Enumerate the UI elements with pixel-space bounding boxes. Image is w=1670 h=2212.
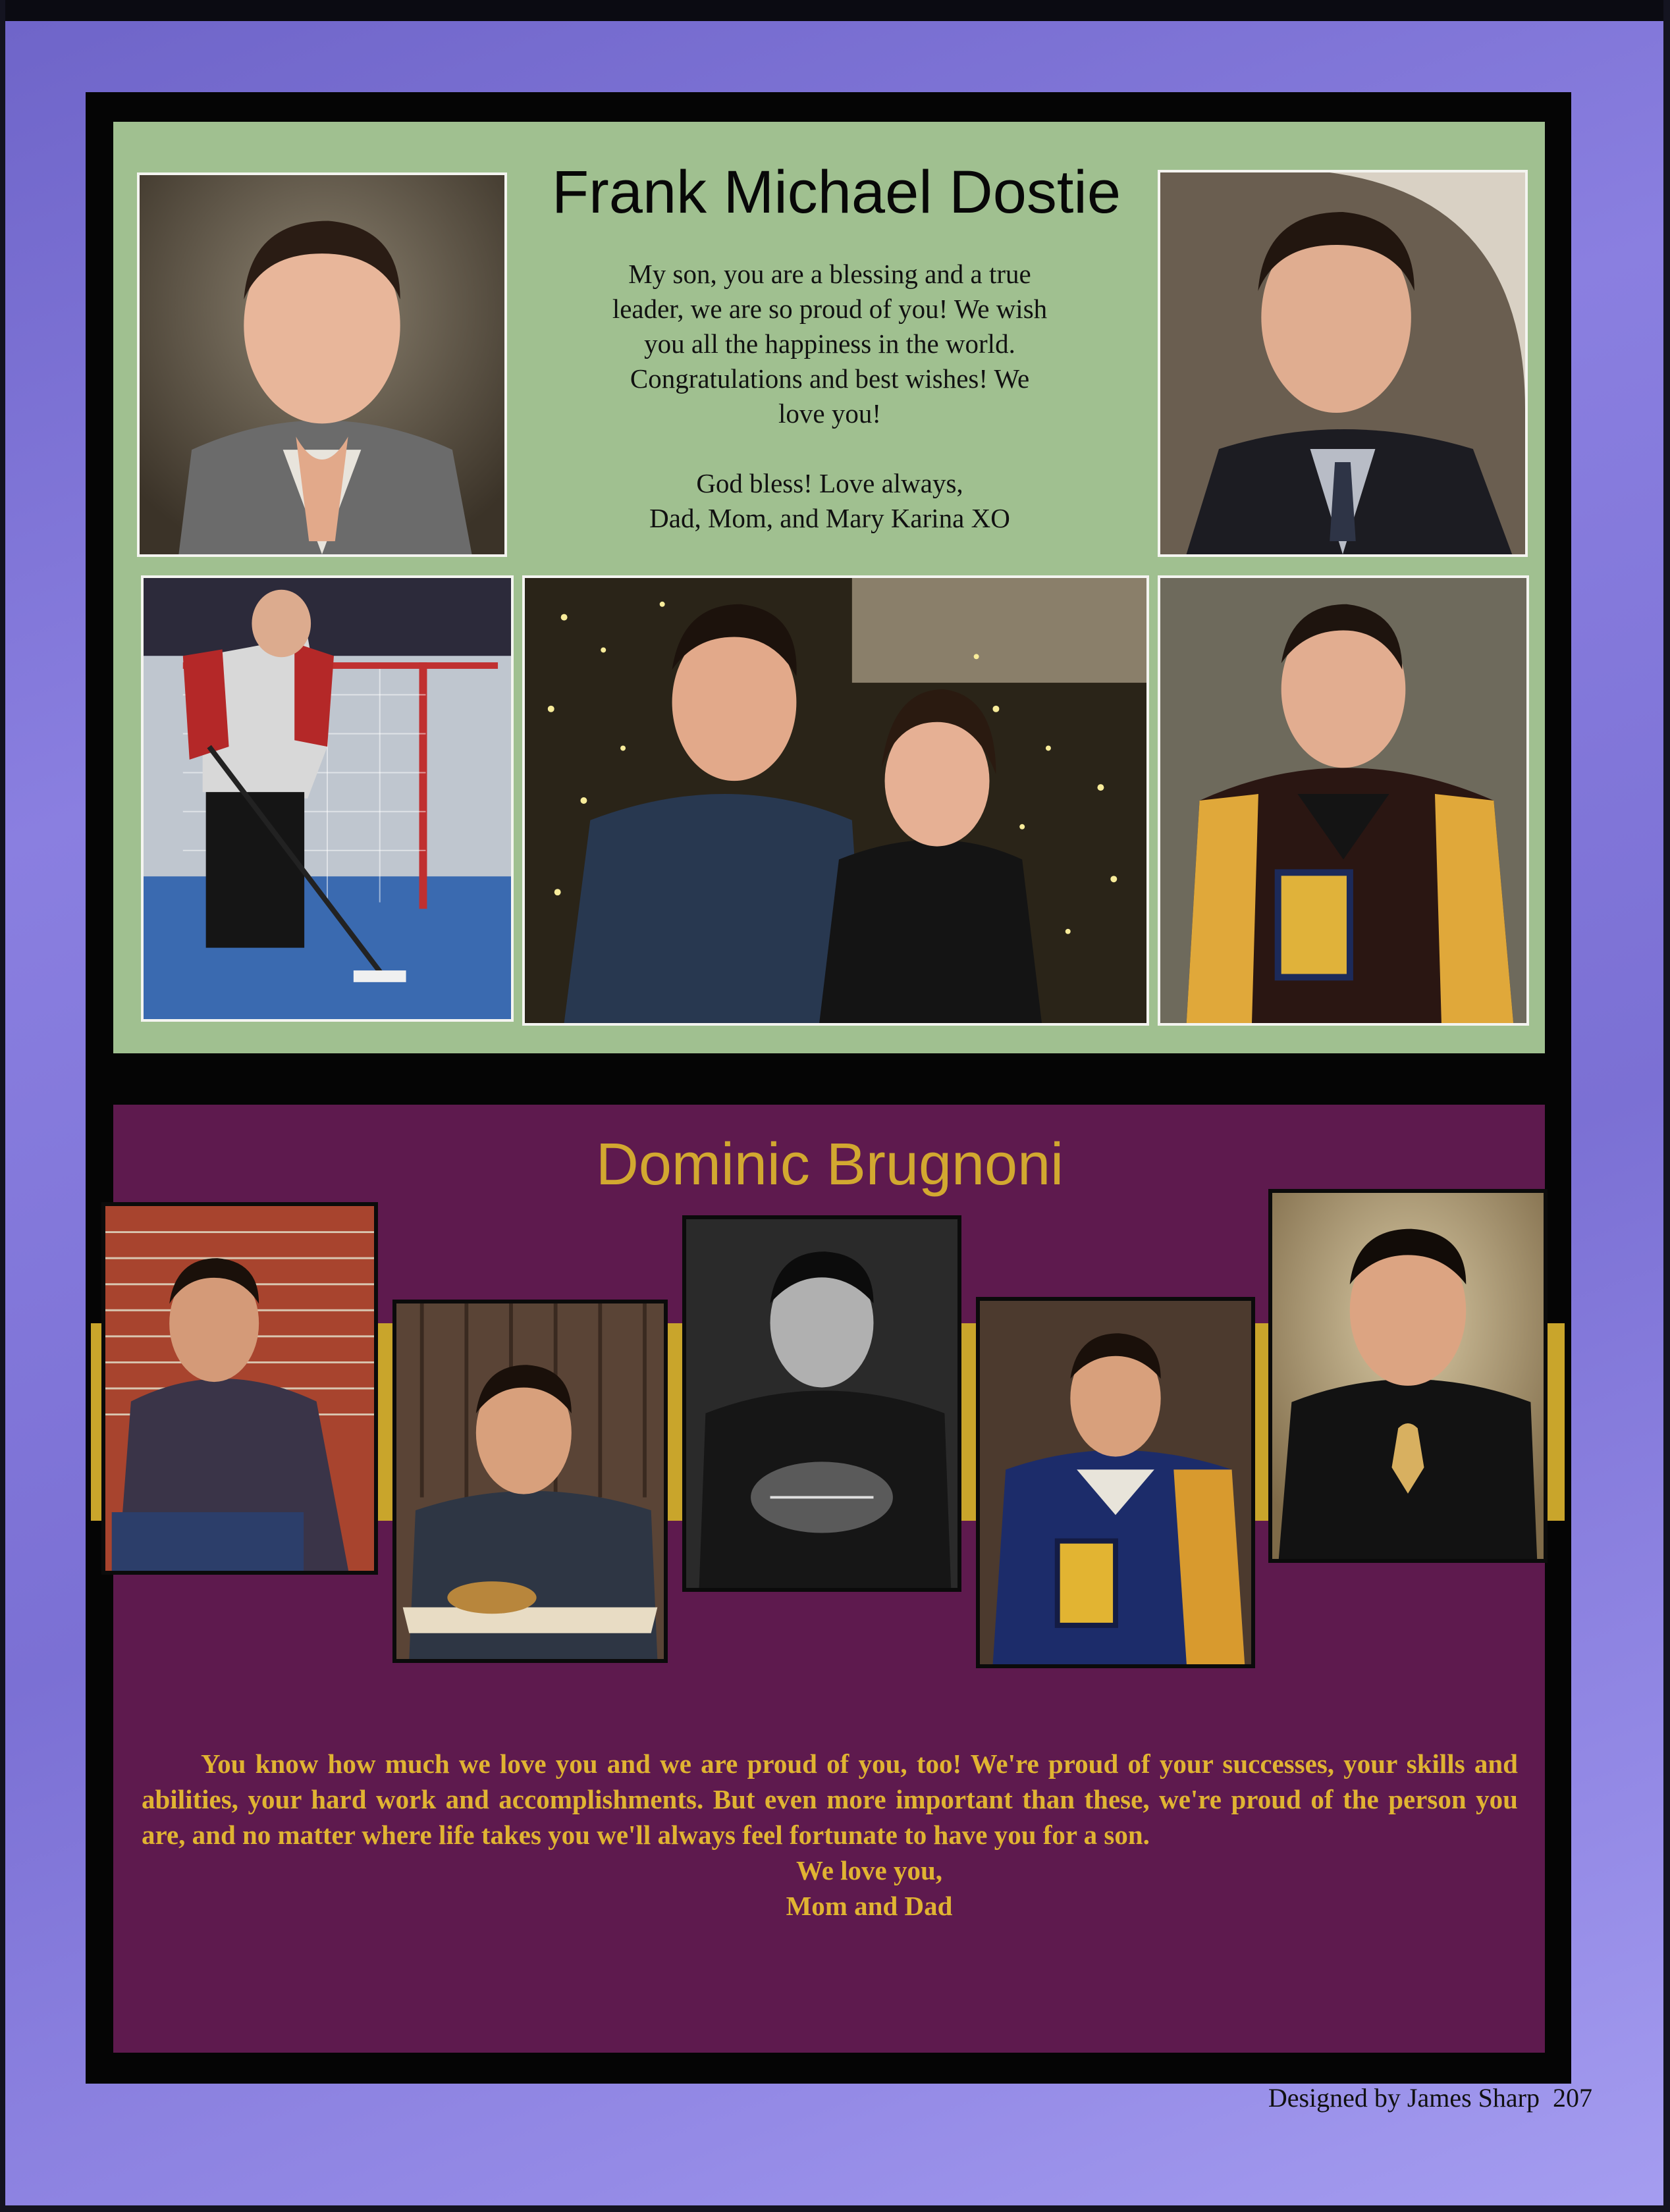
dominic-closing-line: Mom and Dad (786, 1891, 953, 1921)
dominic-football-photo (682, 1215, 961, 1592)
frank-couple-photo (522, 575, 1149, 1026)
dominic-name-heading: Dominic Brugnoni (595, 1132, 1064, 1198)
designer-credit: Designed by James Sharp (1268, 2083, 1540, 2113)
dominic-letterman-jacket-photo (976, 1297, 1255, 1668)
page-number: 207 (1553, 2083, 1592, 2113)
frank-letterman-jacket-photo (1158, 575, 1529, 1026)
frank-message (560, 257, 1100, 536)
frank-message-line: love you! (778, 398, 881, 429)
gold-band-segment (377, 1323, 394, 1521)
dominic-baseball-bat-photo (392, 1300, 668, 1663)
right-edge-bar (1663, 0, 1670, 2212)
frank-message-line: leader, we are so proud of you! We wish (612, 294, 1048, 324)
page-footer (1255, 2082, 1592, 2113)
frank-message-line: Congratulations and best wishes! We (630, 363, 1030, 394)
frank-message-line: you all the happiness in the world. (644, 329, 1015, 359)
frank-closing-line: Dad, Mom, and Mary Karina XO (649, 503, 1010, 533)
gold-band-segment (666, 1323, 684, 1521)
frank-name-heading: Frank Michael Dostie (551, 159, 1121, 226)
left-edge-bar (0, 0, 5, 2212)
frank-closing-line: God bless! Love always, (696, 468, 963, 498)
gold-band-segment (91, 1323, 101, 1521)
bottom-edge-bar (0, 2205, 1670, 2212)
gold-band-segment (1546, 1323, 1565, 1521)
gold-band-segment (960, 1323, 977, 1521)
dominic-formal-portrait-photo (1268, 1189, 1548, 1563)
frank-message-line: My son, you are a blessing and a true (628, 259, 1031, 289)
top-edge-bar (0, 0, 1670, 21)
dominic-message-paragraph: You know how much we love you and we are proud of you, too! We're proud of your successes, your skills and abilities, your hard work and accomplishments. But even more important than these, we're proud of the person you are, and no matter where life takes you we'll always feel fortunate to have you for a son. (142, 1749, 1518, 1850)
dominic-brick-wall-photo (101, 1202, 378, 1575)
dominic-closing-line: We love you, (795, 1855, 943, 1885)
frank-senior-portrait-photo (1158, 170, 1528, 557)
dominic-message (142, 1746, 1518, 1924)
frank-child-portrait-photo (137, 172, 507, 557)
frank-hockey-photo (141, 575, 514, 1022)
